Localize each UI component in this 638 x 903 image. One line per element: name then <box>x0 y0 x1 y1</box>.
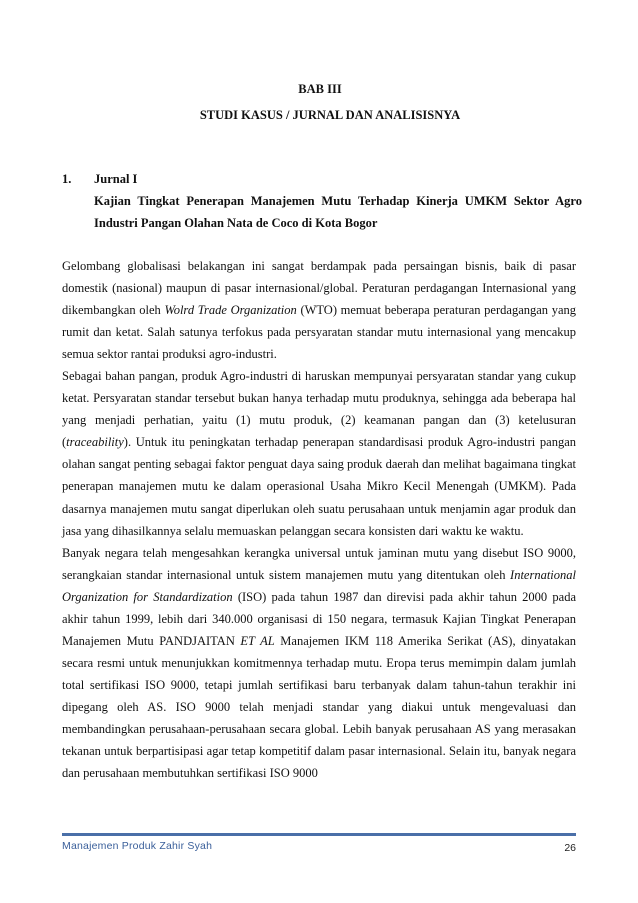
paragraph-emphasis: traceability <box>66 435 124 450</box>
section-number: 1. <box>62 172 72 186</box>
paragraph-text: ). Untuk itu peningkatan terhadap penerapan standardisasi produk Agro-industri pangan olahan sangat penting sebagai faktor penguat daya saing produk daerah dan melihat bagaimana tingkat penerapan manajemen mutu ke dalam operasional Usaha Mikro Kecil Menengah (UMKM). Pada dasarnya manajemen mutu sangat diperlukan oleh suatu perusahaan untuk menjamin agar produk dan jasa yang dihasilkannya selalu memuaskan pelanggan secara konsisten dari waktu ke waktu. <box>62 435 576 538</box>
paragraph-text: Banyak negara telah mengesahkan kerangka universal untuk jaminan mutu yang disebut ISO 9000, serangkaian standar internasional untuk sistem manajemen mutu yang ditentukan oleh <box>62 545 576 582</box>
page-number: 26 <box>564 842 576 854</box>
chapter-title: STUDI KASUS / JURNAL DAN ANALISISNYA <box>199 108 461 122</box>
section-label: Jurnal I <box>94 172 138 186</box>
paragraph-text: Sebagai bahan pangan, produk Agro-industri di haruskan mempunyai persyaratan standar yang cukup ketat. Persyaratan standar tersebut bukan hanya terhadap mutu produknya, sehingga ada beberapa hal yang menjadi perhatian, yaitu (1) mutu produk, (2) keamanan pangan dan (3) ketelusuran ( <box>62 369 576 450</box>
paragraph-2 <box>62 365 576 541</box>
section-heading <box>62 168 582 234</box>
paragraph-3 <box>62 542 576 785</box>
body-text <box>62 255 576 784</box>
paragraph-emphasis: ET AL <box>240 633 275 648</box>
paragraph-emphasis: Wolrd Trade Organization <box>164 303 297 318</box>
paragraph-1 <box>62 255 576 365</box>
chapter-label: BAB III <box>298 82 342 96</box>
footer-book-title: Manajemen Produk Zahir Syah <box>62 840 213 852</box>
paragraph-emphasis: International Organization for Standardization <box>62 567 576 604</box>
paragraph-text: Gelombang globalisasi belakangan ini sangat berdampak pada persaingan bisnis, baik di pasar domestik (nasional) maupun di pasar internasional/global. Peraturan perdagangan Internasional yang dikembangkan oleh <box>62 259 576 318</box>
paragraph-text: (ISO) pada tahun 1987 dan direvisi pada akhir tahun 2000 pada akhir tahun 1999, lebih dari 340.000 organisasi di 150 negara, termasuk Kajian Tingkat Penerapan Manajemen Mutu PANDJAITAN <box>62 589 576 648</box>
footer-divider <box>62 833 576 836</box>
paragraph-text: Manajemen IKM 118 Amerika Serikat (AS), dinyatakan secara resmi untuk menunjukkan komitmennya terhadap mutu. Eropa terus memimpin dalam jumlah total sertifikasi ISO 9000, tetapi jumlah sertifikasi baru terbanyak dalam tahun-tahun terakhir ini dipegang oleh AS. ISO 9000 telah menjadi standar yang diakui untuk mengevaluasi dan membandingkan perusahaan-perusahaan secara global. Lebih banyak perusahaan AS yang merasakan tekanan untuk berpartisipasi agar tetap kompetitif dalam pasar internasional. Selain itu, banyak negara dan perusahaan membutuhkan sertifikasi ISO 9000 <box>62 633 576 781</box>
section-subtitle: Kajian Tingkat Penerapan Manajemen Mutu Terhadap Kinerja UMKM Sektor Agro Industri Pangan Olahan Nata de Coco di Kota Bogor <box>94 194 582 230</box>
paragraph-text: (WTO) memuat beberapa peraturan perdagangan yang rumit dan ketat. Salah satunya terfokus pada persyaratan standar mutu internasional yang mencakup semua sektor rantai produksi agro-industri. <box>62 303 576 362</box>
